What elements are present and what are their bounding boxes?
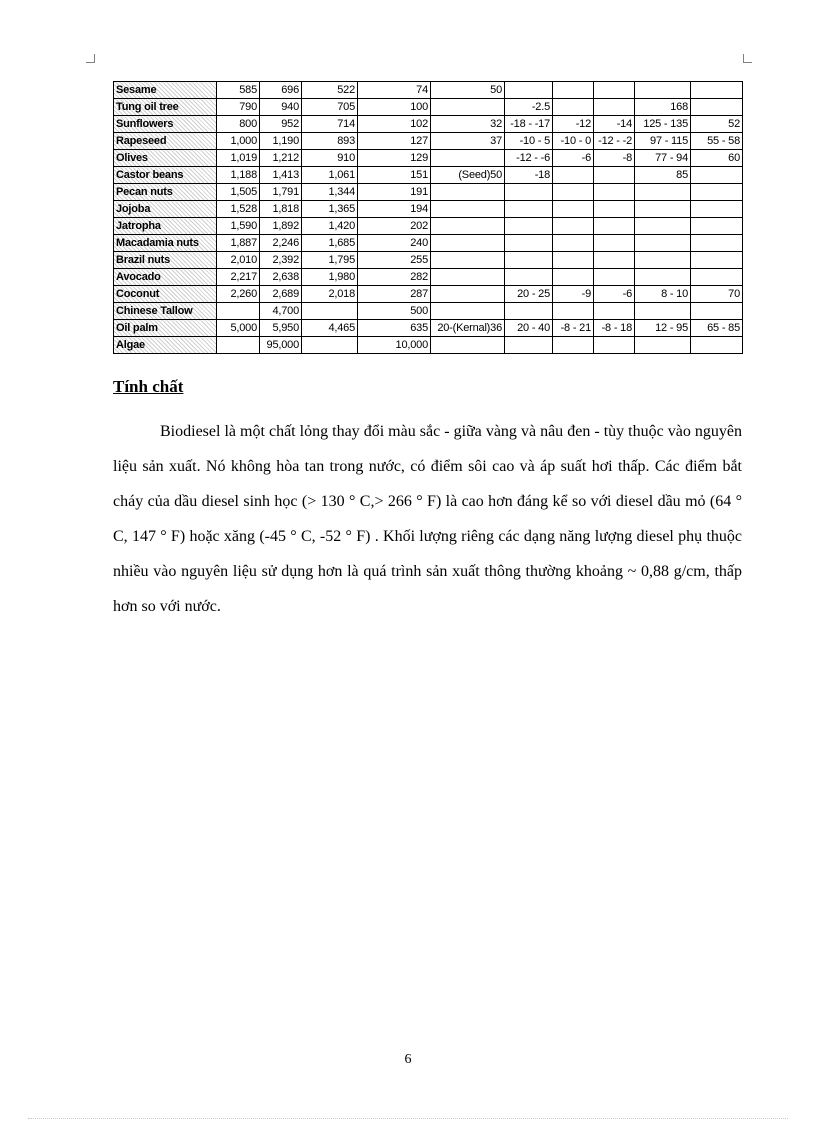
- table-cell: 2,246: [260, 235, 302, 252]
- table-cell: [217, 337, 260, 354]
- table-cell: 1,791: [260, 184, 302, 201]
- table-cell: 191: [358, 184, 431, 201]
- table-cell: 1,887: [217, 235, 260, 252]
- table-cell: 20 - 40: [505, 320, 553, 337]
- table-cell: [431, 218, 505, 235]
- table-cell: 2,689: [260, 286, 302, 303]
- table-cell: 95,000: [260, 337, 302, 354]
- table-row: [114, 286, 743, 303]
- table-cell: 1,000: [217, 133, 260, 150]
- table-cell: [691, 303, 743, 320]
- table-cell: [691, 82, 743, 99]
- table-cell: (Seed)50: [431, 167, 505, 184]
- crop-name-cell: Tung oil tree: [114, 99, 217, 116]
- crop-name-cell: Olives: [114, 150, 217, 167]
- table-cell: 500: [358, 303, 431, 320]
- table-cell: 60: [691, 150, 743, 167]
- table-cell: 635: [358, 320, 431, 337]
- table-cell: 74: [358, 82, 431, 99]
- table-cell: 1,212: [260, 150, 302, 167]
- table-cell: 522: [302, 82, 358, 99]
- table-cell: -10 - 0: [553, 133, 594, 150]
- table-cell: 4,700: [260, 303, 302, 320]
- table-row: [114, 252, 743, 269]
- table-cell: [431, 303, 505, 320]
- table-cell: 50: [431, 82, 505, 99]
- table-cell: 1,818: [260, 201, 302, 218]
- table-cell: 5,000: [217, 320, 260, 337]
- table-cell: [553, 303, 594, 320]
- crop-name-cell: Algae: [114, 337, 217, 354]
- table-cell: 2,638: [260, 269, 302, 286]
- table-cell: [505, 235, 553, 252]
- table-cell: 1,061: [302, 167, 358, 184]
- table-cell: -10 - 5: [505, 133, 553, 150]
- crop-name-cell: Jatropha: [114, 218, 217, 235]
- crop-name-cell: Brazil nuts: [114, 252, 217, 269]
- table-cell: 705: [302, 99, 358, 116]
- table-cell: 12 - 95: [635, 320, 691, 337]
- table-row: [114, 82, 743, 99]
- table-cell: [691, 201, 743, 218]
- table-cell: 32: [431, 116, 505, 133]
- table-cell: 585: [217, 82, 260, 99]
- table-cell: 8 - 10: [635, 286, 691, 303]
- table-cell: [635, 201, 691, 218]
- table-cell: -12 - -6: [505, 150, 553, 167]
- table-cell: -2.5: [505, 99, 553, 116]
- table-cell: [505, 184, 553, 201]
- table-row: [114, 303, 743, 320]
- table-row: [114, 269, 743, 286]
- table-cell: -18 - -17: [505, 116, 553, 133]
- table-cell: [635, 82, 691, 99]
- table-cell: -6: [594, 286, 635, 303]
- table-row: [114, 184, 743, 201]
- table-row: [114, 320, 743, 337]
- table-row: [114, 133, 743, 150]
- table-cell: [302, 303, 358, 320]
- table-row: [114, 201, 743, 218]
- table-cell: -8: [594, 150, 635, 167]
- table-cell: [594, 235, 635, 252]
- table-cell: [635, 269, 691, 286]
- table-cell: [691, 99, 743, 116]
- table-cell: [553, 235, 594, 252]
- crop-name-cell: Pecan nuts: [114, 184, 217, 201]
- table-cell: 893: [302, 133, 358, 150]
- table-cell: 940: [260, 99, 302, 116]
- table-cell: [553, 269, 594, 286]
- table-cell: [505, 337, 553, 354]
- crop-name-cell: Sesame: [114, 82, 217, 99]
- table-cell: [691, 269, 743, 286]
- table-cell: [431, 337, 505, 354]
- table-cell: [431, 201, 505, 218]
- table-cell: 1,365: [302, 201, 358, 218]
- table-cell: [594, 303, 635, 320]
- table-cell: 240: [358, 235, 431, 252]
- table-cell: -12 - -2: [594, 133, 635, 150]
- table-cell: [431, 269, 505, 286]
- table-cell: [553, 252, 594, 269]
- table-cell: [635, 252, 691, 269]
- table-cell: 2,018: [302, 286, 358, 303]
- table-cell: [635, 184, 691, 201]
- table-row: [114, 218, 743, 235]
- table-cell: 2,260: [217, 286, 260, 303]
- table-cell: 1,795: [302, 252, 358, 269]
- table-cell: 202: [358, 218, 431, 235]
- table-cell: [553, 167, 594, 184]
- table-cell: 1,190: [260, 133, 302, 150]
- table-cell: [691, 235, 743, 252]
- crop-name-cell: Jojoba: [114, 201, 217, 218]
- table-cell: 1,685: [302, 235, 358, 252]
- table-cell: [691, 337, 743, 354]
- table-cell: [553, 337, 594, 354]
- table-cell: [431, 235, 505, 252]
- table-cell: 282: [358, 269, 431, 286]
- table-cell: [691, 218, 743, 235]
- table-cell: [594, 201, 635, 218]
- table-cell: [635, 235, 691, 252]
- table-cell: [217, 303, 260, 320]
- table-cell: 168: [635, 99, 691, 116]
- body-text: [113, 414, 742, 624]
- table-cell: [691, 252, 743, 269]
- table-cell: 127: [358, 133, 431, 150]
- table-cell: [691, 167, 743, 184]
- table-cell: 5,950: [260, 320, 302, 337]
- table-cell: [553, 99, 594, 116]
- table-cell: [635, 218, 691, 235]
- table-cell: [505, 218, 553, 235]
- section-heading: Tính chất: [113, 377, 184, 396]
- table-cell: 2,217: [217, 269, 260, 286]
- table-cell: 20-(Kernal)36: [431, 320, 505, 337]
- table-cell: [302, 337, 358, 354]
- paragraph: Biodiesel là một chất lỏng thay đổi màu sắc - giữa vàng và nâu đen - tùy thuộc vào nguyên liệu sản xuất. Nó không hòa tan trong nước, có điểm sôi cao và áp suất hơi thấp. Các điểm bắt cháy của dầu diesel sinh học (> 130 ° C,> 266 ° F) là cao hơn đáng kể so với diesel dầu mỏ (64 ° C, 147 ° F) hoặc xăng (-45 ° C, -52 ° F) . Khối lượng riêng các dạng năng lượng diesel phụ thuộc nhiều vào nguyên liệu sử dụng hơn là quá trình sản xuất thông thường khoảng ~ 0,88 g/cm, thấp hơn so với nước.: [113, 423, 742, 615]
- table-cell: -14: [594, 116, 635, 133]
- table-cell: 65 - 85: [691, 320, 743, 337]
- table-cell: [594, 167, 635, 184]
- crop-name-cell: Avocado: [114, 269, 217, 286]
- table-row: [114, 99, 743, 116]
- table-row: [114, 150, 743, 167]
- crop-mark-top-right: [743, 54, 752, 63]
- table-cell: [505, 252, 553, 269]
- table-cell: -9: [553, 286, 594, 303]
- crop-name-cell: Macadamia nuts: [114, 235, 217, 252]
- table-cell: -12: [553, 116, 594, 133]
- table-cell: [431, 184, 505, 201]
- table-cell: 77 - 94: [635, 150, 691, 167]
- table-cell: 151: [358, 167, 431, 184]
- table-cell: [553, 201, 594, 218]
- table-cell: 125 - 135: [635, 116, 691, 133]
- crop-name-cell: Chinese Tallow: [114, 303, 217, 320]
- table-cell: 1,344: [302, 184, 358, 201]
- table-cell: [635, 337, 691, 354]
- table-cell: -18: [505, 167, 553, 184]
- table-cell: [553, 184, 594, 201]
- table-cell: 1,420: [302, 218, 358, 235]
- table-cell: [505, 269, 553, 286]
- table-cell: 910: [302, 150, 358, 167]
- table-cell: 1,188: [217, 167, 260, 184]
- table-cell: [431, 99, 505, 116]
- table-cell: [594, 252, 635, 269]
- table-cell: 1,413: [260, 167, 302, 184]
- table-row: [114, 167, 743, 184]
- page-border-dots: [28, 1118, 788, 1119]
- table-cell: [431, 286, 505, 303]
- crop-name-cell: Coconut: [114, 286, 217, 303]
- table-cell: 20 - 25: [505, 286, 553, 303]
- table-cell: [594, 99, 635, 116]
- table-cell: [691, 184, 743, 201]
- table-cell: 4,465: [302, 320, 358, 337]
- table-cell: [594, 184, 635, 201]
- table-row: [114, 235, 743, 252]
- table-cell: [505, 201, 553, 218]
- table-cell: 102: [358, 116, 431, 133]
- table-cell: 1,505: [217, 184, 260, 201]
- table-cell: 10,000: [358, 337, 431, 354]
- table-cell: 194: [358, 201, 431, 218]
- table-cell: 714: [302, 116, 358, 133]
- crop-name-cell: Oil palm: [114, 320, 217, 337]
- table-cell: -6: [553, 150, 594, 167]
- table-cell: [594, 337, 635, 354]
- table-cell: 287: [358, 286, 431, 303]
- table-cell: 85: [635, 167, 691, 184]
- table-cell: 100: [358, 99, 431, 116]
- table-cell: 800: [217, 116, 260, 133]
- table-row: [114, 116, 743, 133]
- table-cell: 1,892: [260, 218, 302, 235]
- crop-name-cell: Rapeseed: [114, 133, 217, 150]
- oil-yield-table: [113, 81, 743, 354]
- table-cell: [431, 150, 505, 167]
- table-cell: 70: [691, 286, 743, 303]
- crop-name-cell: Sunflowers: [114, 116, 217, 133]
- table-cell: 2,010: [217, 252, 260, 269]
- table-cell: 1,528: [217, 201, 260, 218]
- table-cell: 1,980: [302, 269, 358, 286]
- table-cell: 1,019: [217, 150, 260, 167]
- table-cell: -8 - 21: [553, 320, 594, 337]
- page-number: 6: [404, 1052, 412, 1067]
- table-cell: [594, 82, 635, 99]
- table-cell: [635, 303, 691, 320]
- table-cell: [553, 82, 594, 99]
- table-cell: 255: [358, 252, 431, 269]
- table-cell: 696: [260, 82, 302, 99]
- table-cell: 37: [431, 133, 505, 150]
- table-cell: 790: [217, 99, 260, 116]
- table-cell: 2,392: [260, 252, 302, 269]
- crop-mark-top-left: [86, 54, 95, 63]
- table-cell: 952: [260, 116, 302, 133]
- table-cell: 97 - 115: [635, 133, 691, 150]
- table-row: [114, 337, 743, 354]
- table-cell: -8 - 18: [594, 320, 635, 337]
- crop-name-cell: Castor beans: [114, 167, 217, 184]
- table-cell: 129: [358, 150, 431, 167]
- table-cell: 55 - 58: [691, 133, 743, 150]
- table-cell: [553, 218, 594, 235]
- table-cell: 1,590: [217, 218, 260, 235]
- table-cell: [505, 82, 553, 99]
- table-cell: 52: [691, 116, 743, 133]
- table-cell: [431, 252, 505, 269]
- table-cell: [594, 218, 635, 235]
- table-cell: [505, 303, 553, 320]
- table-cell: [594, 269, 635, 286]
